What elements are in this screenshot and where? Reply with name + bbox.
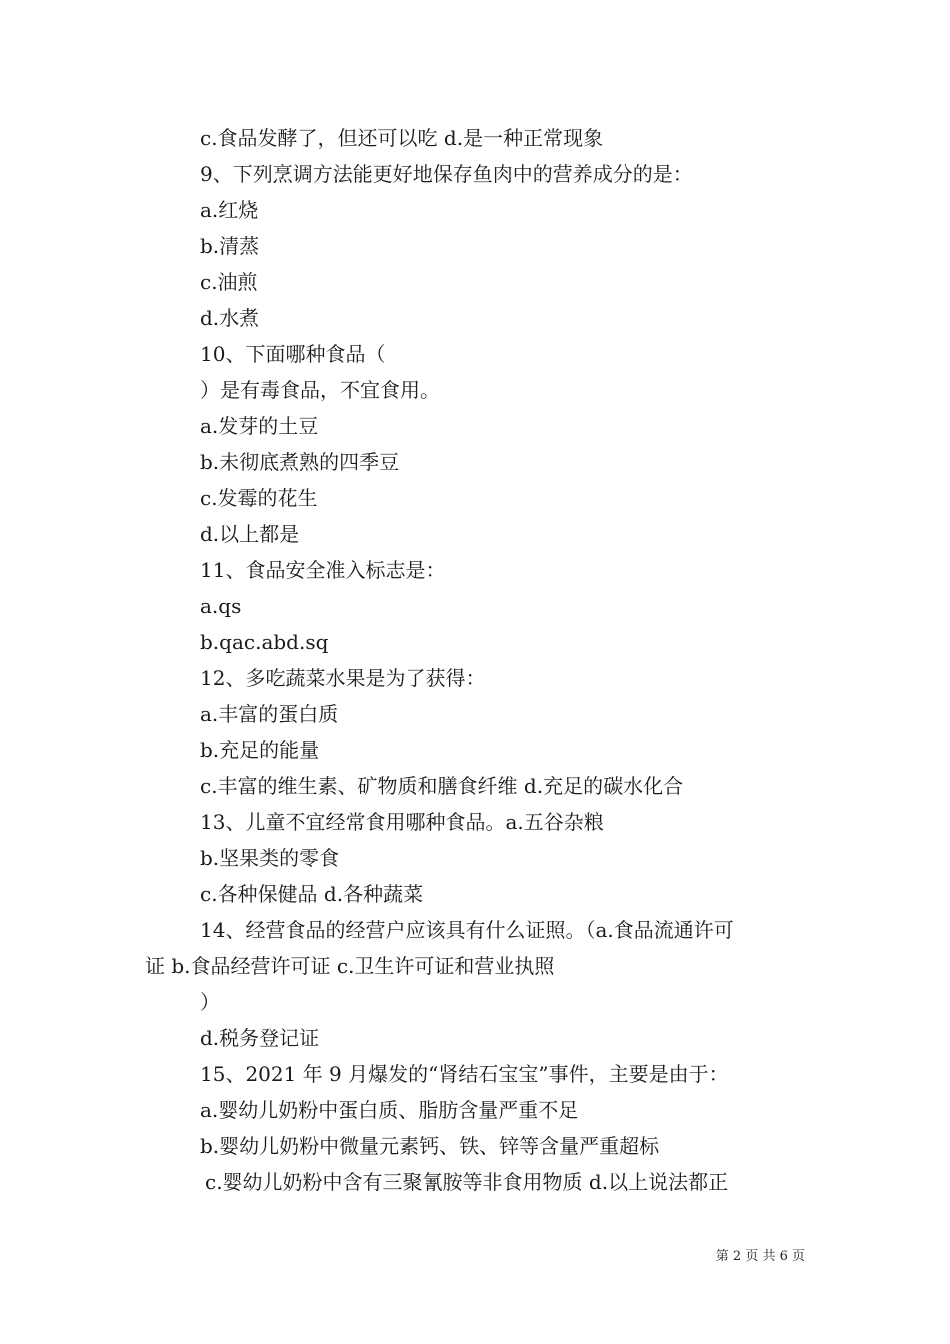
option-line: a.婴幼儿奶粉中蛋白质、脂肪含量严重不足 — [200, 1098, 579, 1122]
option-line: b.充足的能量 — [200, 738, 320, 762]
option-line: c.油煎 — [200, 270, 258, 294]
question-10: 10、下面哪种食品（ — [200, 342, 386, 366]
option-line: c.婴幼儿奶粉中含有三聚氰胺等非食用物质 d.以上说法都正 — [205, 1170, 729, 1194]
document-body — [145, 120, 815, 1200]
text-line: 证 b.食品经营许可证 c.卫生许可证和营业执照 — [145, 954, 555, 978]
question-11: 11、食品安全准入标志是： — [200, 558, 446, 582]
option-line: b.未彻底煮熟的四季豆 — [200, 450, 400, 474]
option-line: b.qac.abd.sq — [200, 630, 329, 654]
option-line: b.婴幼儿奶粉中微量元素钙、铁、锌等含量严重超标 — [200, 1134, 660, 1158]
text-line: c.食品发酵了，但还可以吃 d.是一种正常现象 — [200, 126, 604, 150]
question-13: 13、儿童不宜经常食用哪种食品。a.五谷杂粮 — [200, 810, 604, 834]
option-line: a.发芽的土豆 — [200, 414, 319, 438]
text-line: ）是有毒食品，不宜食用。 — [200, 378, 440, 402]
question-15: 15、2021 年 9 月爆发的“肾结石宝宝”事件，主要是由于： — [200, 1062, 729, 1086]
option-line: d.水煮 — [200, 306, 260, 330]
option-line: b.清蒸 — [200, 234, 260, 258]
option-line: a.丰富的蛋白质 — [200, 702, 339, 726]
page-number: 第 2 页 共 6 页 — [715, 1249, 805, 1264]
question-14: 14、经营食品的经营户应该具有什么证照。（a.食品流通许可 — [200, 918, 734, 942]
option-line: c.丰富的维生素、矿物质和膳食纤维 d.充足的碳水化合 — [200, 774, 684, 798]
question-9: 9、下列烹调方法能更好地保存鱼肉中的营养成分的是： — [200, 162, 693, 186]
option-line: c.发霉的花生 — [200, 486, 318, 510]
option-line: a.qs — [200, 594, 242, 618]
option-line: b.坚果类的零食 — [200, 846, 340, 870]
option-line: d.税务登记证 — [200, 1026, 320, 1050]
text-line: ） — [200, 990, 220, 1014]
question-12: 12、多吃蔬菜水果是为了获得： — [200, 666, 486, 690]
option-line: a.红烧 — [200, 198, 259, 222]
option-line: d.以上都是 — [200, 522, 300, 546]
option-line: c.各种保健品 d.各种蔬菜 — [200, 882, 424, 906]
